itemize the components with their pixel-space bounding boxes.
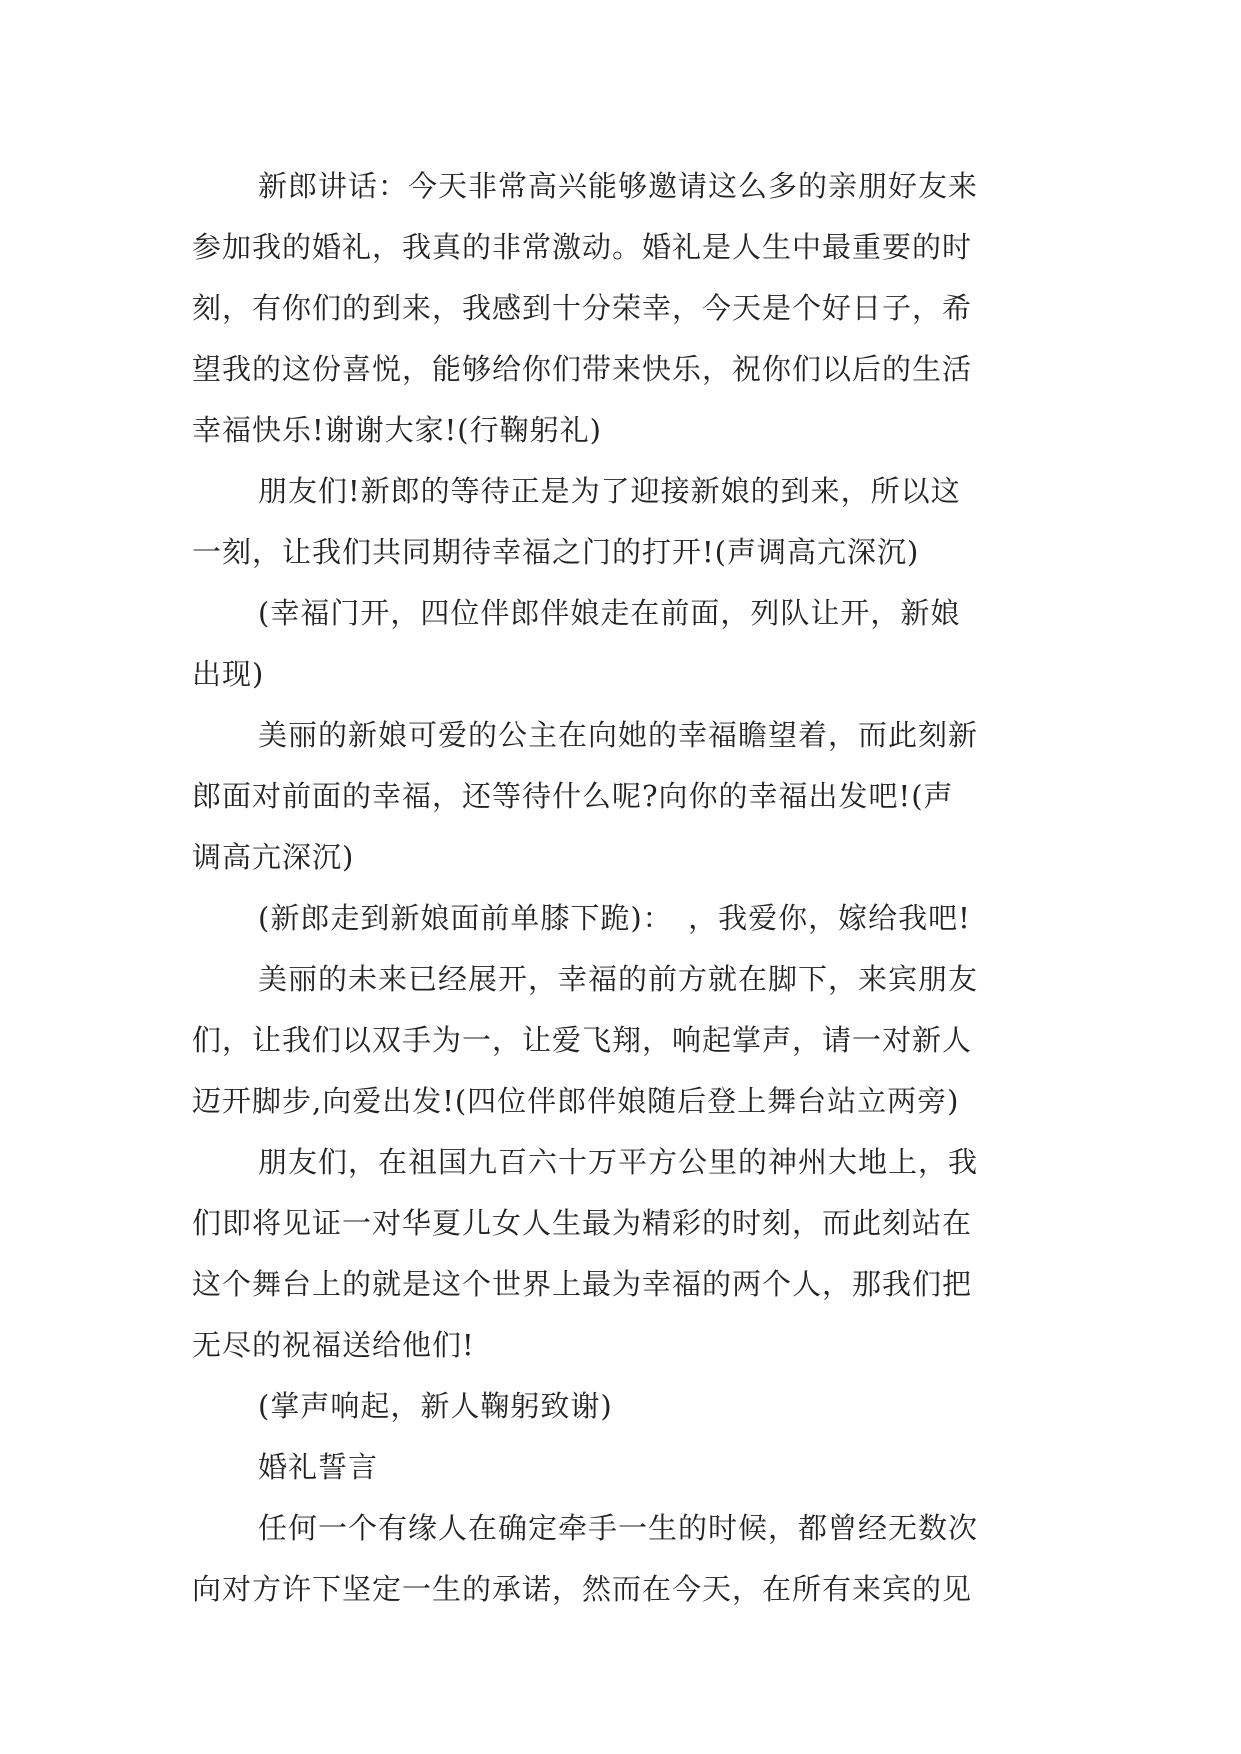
text-line: 朋友们!新郎的等待正是为了迎接新娘的到来，所以这 xyxy=(258,474,961,508)
paragraph xyxy=(192,949,1052,1132)
text-line: 们，让我们以双手为一，让爱飞翔，响起掌声，请一对新人 xyxy=(192,1023,973,1057)
paragraph xyxy=(192,583,1052,705)
text-line: 新郎讲话：今天非常高兴能够邀请这么多的亲朋好友来 xyxy=(258,169,979,203)
text-line: 们即将见证一对华夏儿女人生最为精彩的时刻，而此刻站在 xyxy=(192,1206,973,1240)
section-heading xyxy=(192,1437,1052,1498)
text-line: 参加我的婚礼，我真的非常激动。婚礼是人生中最重要的时 xyxy=(192,230,973,264)
text-line: (掌声响起，新人鞠躬致谢) xyxy=(258,1389,613,1423)
text-line: 刻，有你们的到来，我感到十分荣幸，今天是个好日子，希 xyxy=(192,291,973,325)
text-line: (新郎走到新娘面前单膝下跪)： ，我爱你，嫁给我吧! xyxy=(258,901,971,935)
text-line: 美丽的新娘可爱的公主在向她的幸福瞻望着，而此刻新 xyxy=(258,718,979,752)
text-line: 向对方许下坚定一生的承诺，然而在今天，在所有来宾的见 xyxy=(192,1572,973,1606)
text-line: 望我的这份喜悦，能够给你们带来快乐，祝你们以后的生活 xyxy=(192,352,973,386)
paragraph xyxy=(192,1132,1052,1376)
paragraph xyxy=(192,705,1052,888)
text-line: 出现) xyxy=(192,657,265,691)
text-line: 婚礼誓言 xyxy=(258,1450,379,1484)
paragraph xyxy=(192,461,1052,583)
text-line: (幸福门开，四位伴郎伴娘走在前面，列队让开，新娘 xyxy=(258,596,961,630)
text-line: 无尽的祝福送给他们! xyxy=(192,1328,475,1362)
text-line: 一刻，让我们共同期待幸福之门的打开!(声调高亢深沉) xyxy=(192,535,920,569)
paragraph xyxy=(192,1376,1052,1437)
text-line: 迈开脚步,向爱出发!(四位伴郎伴娘随后登上舞台站立两旁) xyxy=(192,1084,960,1118)
paragraph xyxy=(192,888,1052,949)
text-line: 任何一个有缘人在确定牵手一生的时候，都曾经无数次 xyxy=(258,1511,979,1545)
text-line: 幸福快乐!谢谢大家!(行鞠躬礼) xyxy=(192,413,602,447)
document-body xyxy=(192,156,1052,1620)
text-line: 这个舞台上的就是这个世界上最为幸福的两个人，那我们把 xyxy=(192,1267,973,1301)
text-line: 美丽的未来已经展开，幸福的前方就在脚下，来宾朋友 xyxy=(258,962,979,996)
paragraph xyxy=(192,1498,1052,1620)
text-line: 朋友们，在祖国九百六十万平方公里的神州大地上，我 xyxy=(258,1145,979,1179)
paragraph xyxy=(192,156,1052,461)
text-line: 调高亢深沉) xyxy=(192,840,355,874)
text-line: 郎面对前面的幸福，还等待什么呢?向你的幸福出发吧!(声 xyxy=(192,779,954,813)
